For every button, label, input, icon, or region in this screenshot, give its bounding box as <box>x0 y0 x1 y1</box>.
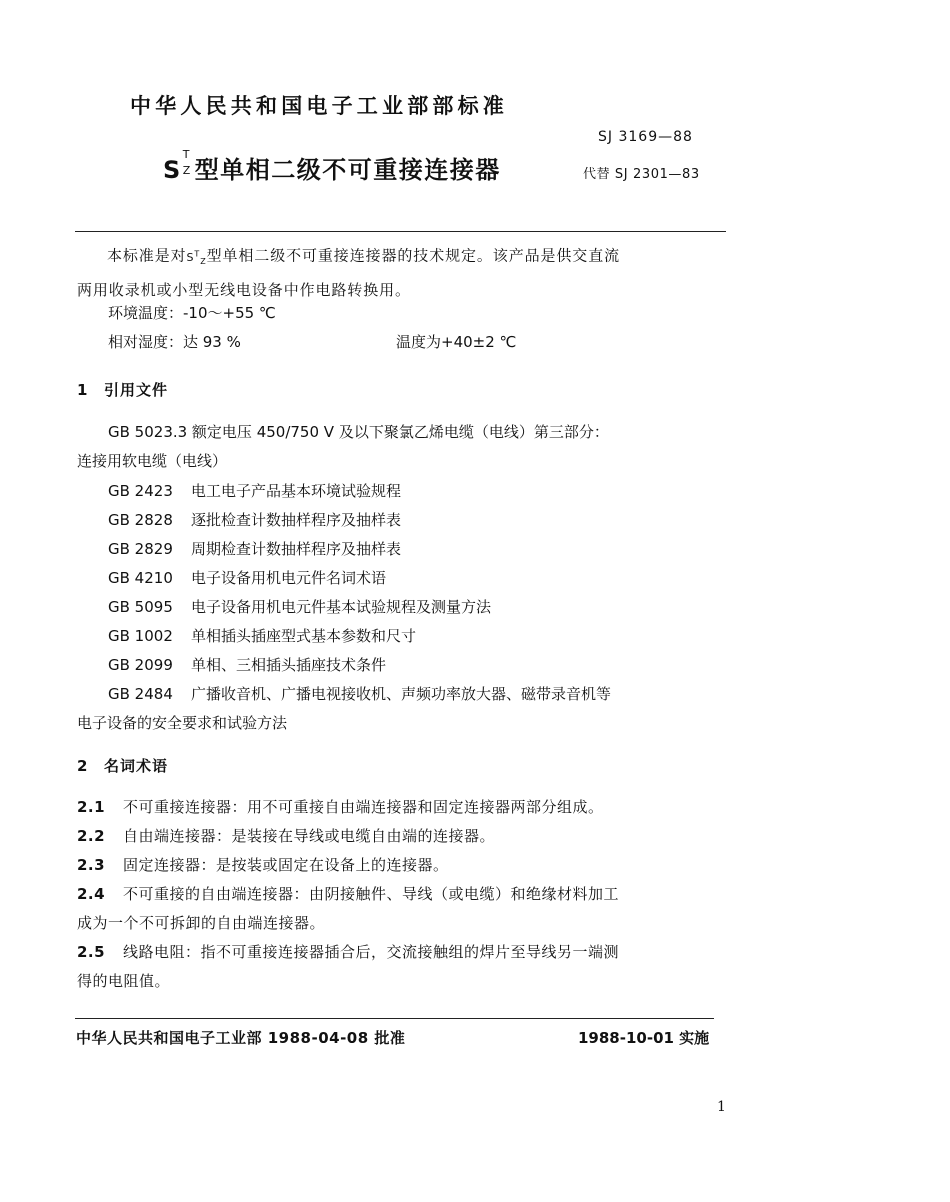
ref-item: GB 1002 单相插头插座型式基本参数和尺寸 <box>108 627 417 645</box>
title-subscript: Z <box>182 164 192 177</box>
title-sup-sub <box>182 150 195 178</box>
env-humidity: 相对湿度：达 93 % <box>108 333 241 351</box>
title-symbol: S <box>163 156 182 184</box>
section-2-heading: 2 名词术语 <box>77 757 169 775</box>
approval-line: 中华人民共和国电子工业部 1988-04-08 批准 <box>76 1029 406 1047</box>
env-humidity-temp: 温度为+40±2 ℃ <box>396 333 517 351</box>
ministry-heading: 中华人民共和国电子工业部部标准 <box>130 94 508 118</box>
ref-item: GB 2829 周期检查计数抽样程序及抽样表 <box>108 540 402 558</box>
intro-text-a: 本标准是对 <box>107 246 187 265</box>
ref-item: GB 2099 单相、三相插头插座技术条件 <box>108 656 387 674</box>
ref-gb2484-cont: 电子设备的安全要求和试验方法 <box>77 714 288 732</box>
definition-cont: 得的电阻值。 <box>77 972 171 990</box>
replaces-code: 代替 SJ 2301—83 <box>583 167 700 182</box>
intro-text-b: 型单相二级不可重接连接器的技术规定。该产品是供交直流 <box>206 246 620 265</box>
definition-item: 2.5 线路电阻：指不可重接连接器插合后，交流接触组的焊片至导线另一端测 <box>77 943 620 961</box>
section-1-heading: 1 引用文件 <box>77 381 169 399</box>
ref-item: GB 4210 电子设备用机电元件名词术语 <box>108 569 387 587</box>
ref-item: GB 2828 逐批检查计数抽样程序及抽样表 <box>108 511 402 529</box>
definition-item: 2.2 自由端连接器：是装接在导线或电缆自由端的连接器。 <box>77 827 496 845</box>
standard-code: SJ 3169—88 <box>598 129 693 145</box>
title-main: 型单相二级不可重接连接器 <box>194 156 501 184</box>
ref-item: GB 2484 广播收音机、广播电视接收机、声频功率放大器、磁带录音机等 <box>108 685 612 703</box>
effective-date: 1988-10-01 实施 <box>578 1029 710 1047</box>
intro-line-2: 两用收录机或小型无线电设备中作电路转换用。 <box>77 280 411 299</box>
definition-cont: 成为一个不可拆卸的自由端连接器。 <box>77 914 326 932</box>
ref-item: GB 2423 电工电子产品基本环境试验规程 <box>108 482 402 500</box>
intro-paragraph <box>77 239 717 305</box>
ref-gb5023: GB 5023.3 额定电压 450/750 V 及以下聚氯乙烯电缆（电线）第三部分： <box>108 423 609 441</box>
env-temperature: 环境温度：-10～+55 ℃ <box>108 304 276 322</box>
definition-item: 2.4 不可重接的自由端连接器：由阴接触件、导线（或电缆）和绝缘材料加工 <box>77 885 620 903</box>
footer-divider <box>75 1018 714 1019</box>
document-title <box>163 150 501 185</box>
definition-item: 2.3 固定连接器：是按装或固定在设备上的连接器。 <box>77 856 449 874</box>
top-divider <box>75 231 726 232</box>
ref-item: GB 5095 电子设备用机电元件基本试验规程及测量方法 <box>108 598 492 616</box>
definition-item: 2.1 不可重接连接器：用不可重接自由端连接器和固定连接器两部分组成。 <box>77 798 604 816</box>
title-superscript: T <box>182 148 192 161</box>
page-number: 1 <box>717 1099 726 1115</box>
ref-gb5023-cont: 连接用软电缆（电线） <box>77 452 228 470</box>
intro-symbol: $S^T_Z$ <box>186 249 207 266</box>
intro-line-1 <box>107 239 717 276</box>
